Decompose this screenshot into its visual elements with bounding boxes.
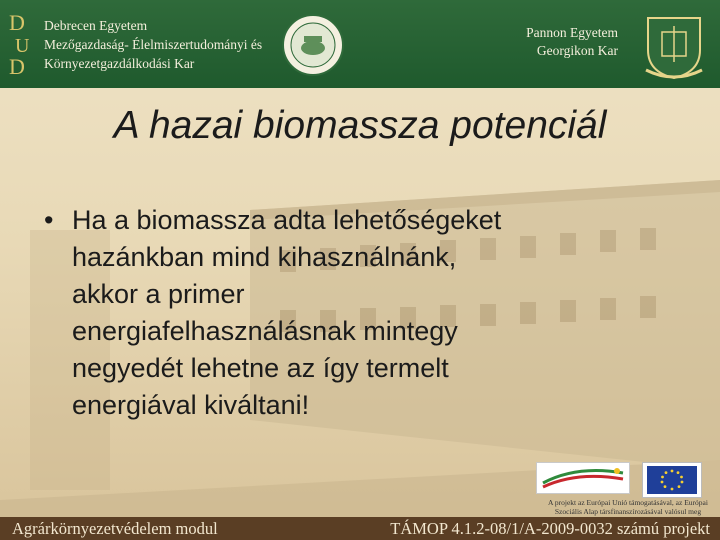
left-institution-line: Mezőgazdaság- Élelmiszertudományi és bbox=[44, 37, 263, 52]
left-institution-line: Debrecen Egyetem bbox=[44, 18, 148, 33]
bullet-line: Ha a biomassza adta lehetőségeket bbox=[72, 205, 502, 235]
georgikon-shield-icon bbox=[640, 12, 708, 82]
bullet-marker: • bbox=[44, 205, 54, 235]
left-institution-name bbox=[44, 16, 262, 73]
project-id: TÁMOP 4.1.2-08/1/A-2009-0032 számú projekt bbox=[390, 519, 710, 538]
funding-text bbox=[536, 498, 720, 516]
header-band bbox=[0, 0, 720, 88]
right-institution-line: Georgikon Kar bbox=[536, 43, 618, 58]
footer-band bbox=[0, 517, 720, 540]
bullet-line: energiával kiváltani! bbox=[72, 390, 310, 420]
university-monogram-icon bbox=[6, 8, 36, 78]
uj-magyarorszag-logo bbox=[536, 462, 630, 494]
svg-text:D: D bbox=[9, 54, 25, 78]
right-institution-name bbox=[500, 24, 618, 60]
bullet-line: energiafelhasználásnak mintegy bbox=[72, 316, 458, 346]
funding-line: A projekt az Európai Unió támogatásával, az Európai bbox=[548, 498, 708, 507]
slide-title: A hazai biomassza potenciál bbox=[113, 104, 607, 147]
right-institution-line: Pannon Egyetem bbox=[526, 25, 618, 40]
module-name: Agrárkörnyezetvédelem modul bbox=[12, 519, 218, 538]
bullet-line: hazánkban mind kihasználnánk, bbox=[72, 242, 457, 272]
svg-text:U: U bbox=[15, 35, 30, 57]
list-item bbox=[44, 202, 664, 424]
bullet-line: negyedét lehetne az így termelt bbox=[72, 353, 449, 383]
bullet-line: akkor a primer bbox=[72, 279, 245, 309]
eu-flag-icon bbox=[642, 462, 702, 498]
left-institution-line: Környezetgazdálkodási Kar bbox=[44, 56, 195, 71]
faculty-seal-icon bbox=[282, 14, 344, 76]
funding-line: Szociális Alap társfinanszírozásával valósul meg bbox=[554, 507, 702, 516]
bullet-list bbox=[44, 202, 664, 424]
svg-text:D: D bbox=[9, 10, 25, 35]
